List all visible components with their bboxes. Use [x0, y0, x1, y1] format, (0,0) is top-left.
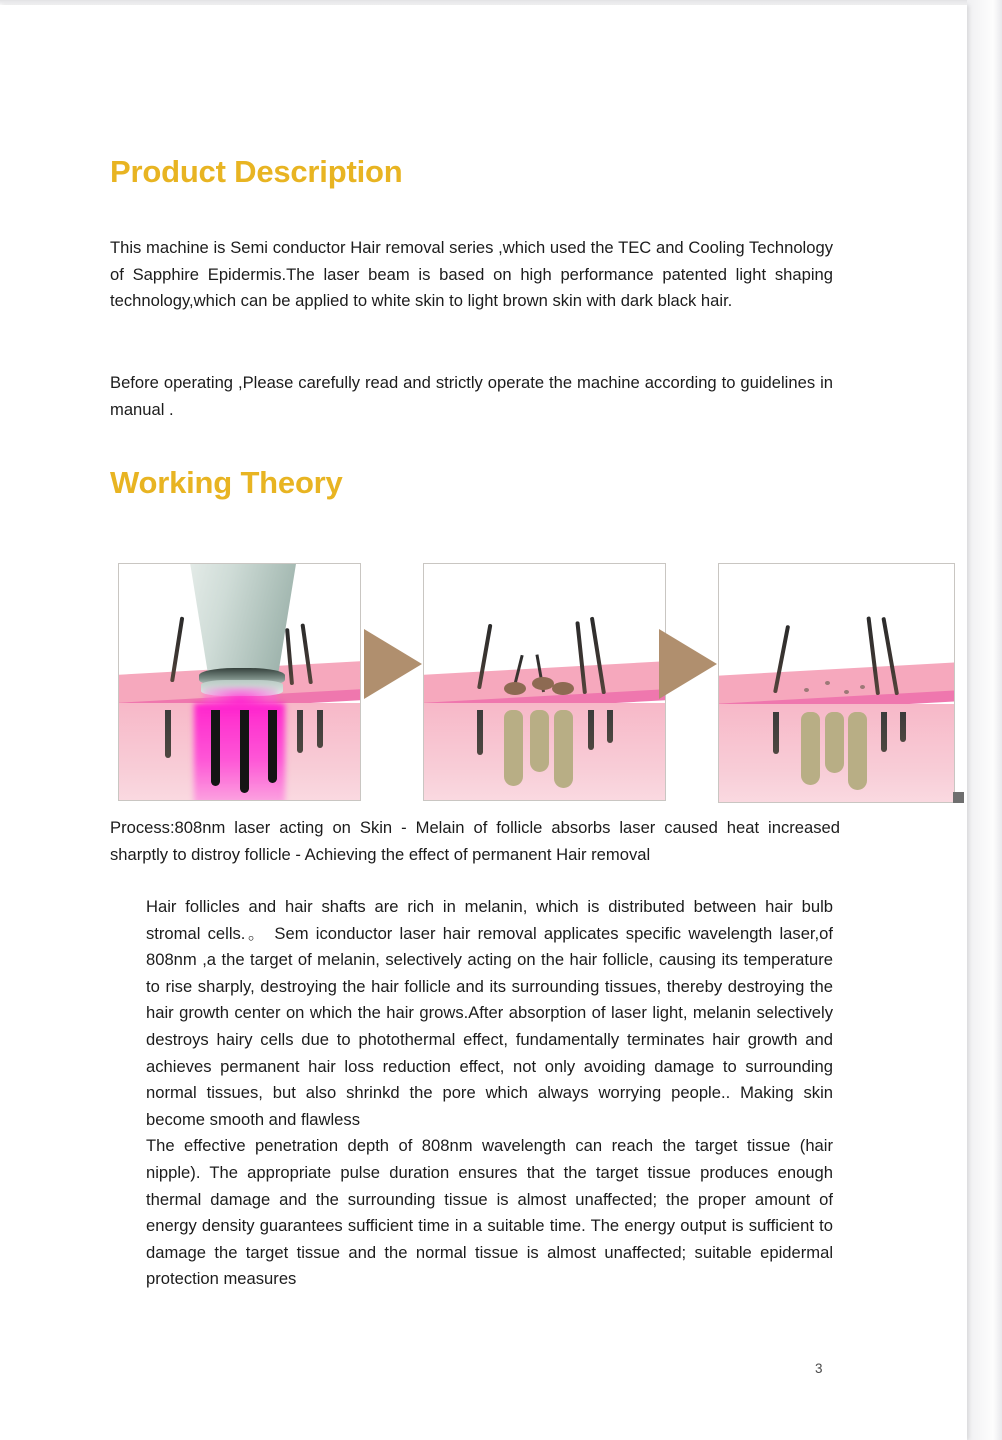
- process-arrow-1-icon: [364, 629, 422, 699]
- working-theory-figure-strip: [118, 563, 953, 805]
- page-content: [0, 5, 967, 1440]
- destroyed-follicle: [825, 712, 844, 774]
- destroyed-follicle: [801, 712, 820, 786]
- destroyed-follicle: [554, 710, 573, 788]
- follicle-hair-root: [240, 710, 249, 793]
- skin-cross-section-illustration: [719, 564, 954, 802]
- follicle-hair-root: [268, 710, 277, 783]
- working-theory-paragraph-2: The effective penetration depth of 808nm wavelength can reach the target tissue (hair nipple). The appropriate pulse duration ensures that the target tissue produces enough thermal damage and the surrounding tissue is almost unaffected; the proper amount of energy density guarantees sufficient time in a suitable time. The energy output is sufficient to damage the target tissue and the normal tissue is almost unaffected; suitable epidermal protection measures: [146, 1136, 833, 1289]
- follicle-hair-root: [881, 712, 887, 752]
- follicle-hair-root: [477, 710, 483, 755]
- shrunken-pore: [825, 681, 830, 685]
- figure-follicles-absorbing-laser: [423, 563, 666, 801]
- page-title-product-description: Product Description: [110, 154, 403, 189]
- skin-cross-section-illustration: [424, 564, 665, 800]
- figure-follicles-destroyed-hair-removed: [718, 563, 955, 803]
- destroyed-follicle: [530, 710, 549, 771]
- working-theory-body: [146, 894, 833, 1293]
- follicle-hair-root: [900, 712, 906, 743]
- follicle-hair-root: [165, 710, 171, 757]
- follicle-hair-root: [588, 710, 594, 750]
- burnt-follicle: [552, 682, 574, 695]
- page-number: 3: [815, 1361, 823, 1376]
- shrunken-pore: [844, 690, 849, 694]
- page-title-working-theory: Working Theory: [110, 465, 343, 500]
- process-arrow-2-icon: [659, 629, 717, 699]
- shrunken-pore: [804, 688, 809, 692]
- skin-cross-section-illustration: [119, 564, 360, 800]
- working-theory-process-caption: Process:808nm laser acting on Skin - Melain of follicle absorbs laser caused heat increased sharptly to distroy follicle - Achieving the effect of permanent Hair removal: [110, 818, 840, 864]
- follicle-hair-root: [607, 710, 613, 743]
- follicle-hair-root: [317, 710, 323, 748]
- working-theory-paragraph-1: Hair follicles and hair shafts are rich in melanin, which is distributed between hair bulb stromal cells.。 Sem iconductor laser hair removal applicates specific wavelength laser,of 808nm ,a the target of melanin, selectively acting on the hair follicle, causing its temperature to rise sharply, destroying the hair follicle and its surrounding tissues, thereby destroying the hair growth center on which the hair grows.After absorption of laser light, melanin selectively destroys hairy cells due to photothermal effect, fundamentally terminates hair growth and achieves permanent hair loss reduction effect, not only avoiding damage to surrounding normal tissues, but also shrinkd the pore which always worrying people.. Making skin become smooth and flawless: [146, 897, 833, 1129]
- destroyed-follicle: [848, 712, 867, 791]
- follicle-hair-root: [297, 710, 303, 752]
- product-description-paragraph-2: Before operating ,Please carefully read and strictly operate the machine according to guidelines in manual .: [110, 373, 833, 419]
- paper-sheet: [0, 5, 967, 1440]
- follicle-hair-root: [211, 710, 220, 786]
- follicle-hair-root: [773, 712, 779, 755]
- figure-laser-handpiece-on-skin: [118, 563, 361, 801]
- burnt-follicle: [504, 682, 526, 695]
- scan-artifact-mark: [953, 792, 964, 803]
- product-description-paragraph-1: This machine is Semi conductor Hair removal series ,which used the TEC and Cooling Technology of Sapphire Epidermis.The laser beam is based on high performance patented light shaping technology,which can be applied to white skin to light brown skin with dark black hair.: [110, 238, 833, 311]
- destroyed-follicle: [504, 710, 523, 786]
- page-gutter: [967, 0, 1002, 1440]
